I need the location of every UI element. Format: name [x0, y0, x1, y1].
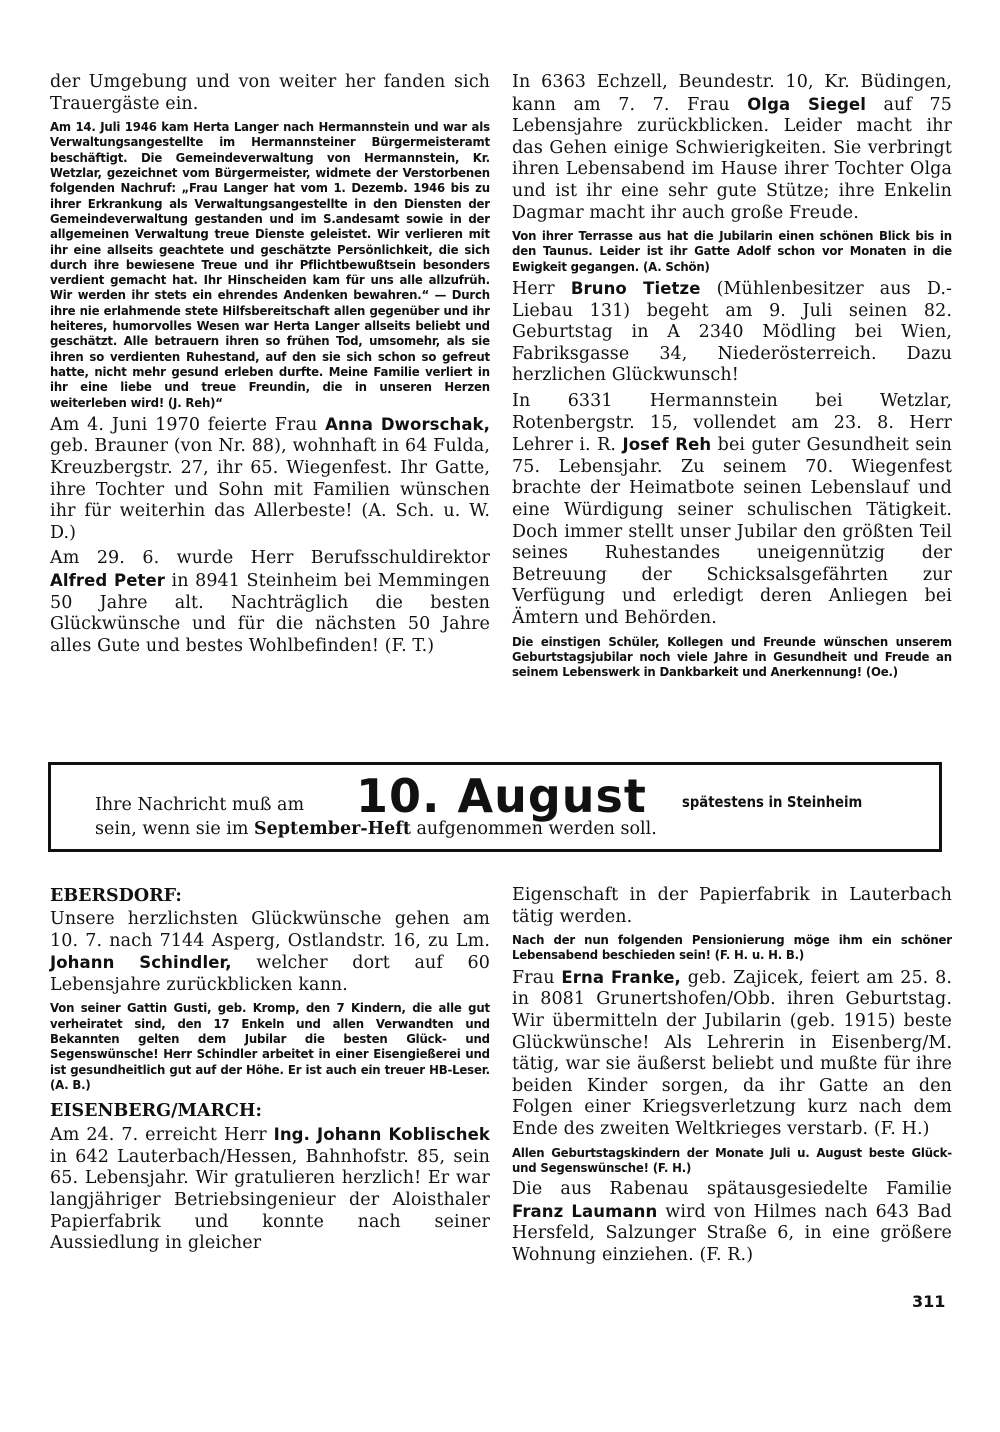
person-name: Anna Dworschak, — [325, 414, 490, 434]
notice-suffix: spätestens in Steinheim — [682, 793, 863, 811]
birthday-notice-peter: Am 29. 6. wurde Herr Berufsschuldirektor Alfred Peter in 8941 Steinheim bei Memmingen 50 Jahre alt. Nachträglich die besten Glückwünsche und für die nächsten 50 Jahre alles Gute und bestes Wohlbefinden! (F. T.) — [50, 548, 490, 656]
person-name: Franz Laumann — [512, 1201, 658, 1221]
bottom-left-column — [50, 885, 490, 1259]
issue-name: September-Heft — [254, 819, 411, 839]
notice-deadline-date: 10. August — [356, 769, 647, 823]
paragraph: Nach der nun folgenden Pensionierung möge ihm ein schöner Lebensabend beschieden sein! (F. H. u. H. B.) — [512, 932, 952, 963]
birthday-notice-siegel: In 6363 Echzell, Beundestr. 10, Kr. Büdingen, kann am 7. 7. Frau Olga Siegel auf 75 Lebensjahre zurückblicken. Leider macht ihr das Gehen einige Schwierigkeiten. Sie verbringt ihren Lebensabend im Hause ihrer Tochter Olga und ist ihr eine sehr gute Stütze; ihre Enkelin Dagmar macht ihr auch große Freude. — [512, 72, 952, 223]
person-name: Alfred Peter — [50, 570, 166, 590]
person-name: Erna Franke, — [561, 967, 681, 987]
person-name: Ing. Johann Koblischek — [273, 1125, 491, 1145]
paragraph: Von seiner Gattin Gusti, geb. Kromp, den 7 Kindern, die alle gut verheiratet sind, den 17 Enkeln und allen Verwandten und Bekannten gelten dem Jubilar die besten Glück- und Segenswünsche! Herr Schindler arbeitet in einer Eisengießerei und ist gesundheitlich gut auf der Höhe. Er ist auch ein treuer HB-Leser. (A. B.) — [50, 1000, 490, 1092]
notice-line-2: sein, wenn sie im September-Heft aufgenommen werden soll. — [95, 819, 657, 839]
page-number: 311 — [912, 1292, 946, 1311]
birthday-notice-dworschak: Am 4. Juni 1970 feierte Frau Anna Dworschak, geb. Brauner (von Nr. 88), wohnhaft in 64 Fulda, Kreuzbergstr. 27, ihr 65. Wiegenfest. Ihr Gatte, ihre Tochter und Sohn mit Familien wünschen ihr für weiterhin das Allerbeste! (A. Sch. u. W. D.) — [50, 414, 490, 543]
relocation-notice-laumann: Die aus Rabenau spätausgesiedelte Familie Franz Laumann wird von Hilmes nach 643 Bad Hersfeld, Salzunger Straße 6, in eine größere Wohnung einziehen. (F. R.) — [512, 1179, 952, 1265]
person-name: Johann Schindler, — [50, 953, 232, 973]
person-name: Josef Reh — [622, 435, 712, 455]
section-heading-ebersdorf: EBERSDORF: — [50, 886, 182, 906]
top-left-column — [50, 72, 490, 661]
obituary-paragraph: Am 14. Juli 1946 kam Herta Langer nach Hermannstein und war als Verwaltungsangestellte im Hermannsteiner Bürgermeisteramt beschäftigt. Die Gemeindeverwaltung von Hermannstein, Kr. Wetzlar, gezeichnet vom Bürgermeister, widmete der Verstorbenen folgenden Nachruf: „Frau Langer hat vom 1. Dezemb. 1946 bis zu ihrer Erkrankung als Verwaltungsangestellte in den Diensten der Gemeindeverwaltung gestanden und im S.andesamt sowie in der allgemeinen Verwaltung treue Dienste geleistet. Wir verlieren mit ihr eine allseits geachtete und geschätzte Persönlichkeit, die sich durch ihre bewiesene Treue und ihr Pflichtbewußtsein besonders verdient gemacht hat. Ihr Hinscheiden kam für uns alle allzufrüh. Wir werden ihr stets ein ehrendes Andenken bewahren.“ — Durch ihre nie erlahmende stete Hilfsbereitschaft allen gegenüber und ihr heiteres, humorvolles Wesen war Herta Langer allseits beliebt und geschätzt. Alle betrauern ihren so frühen Tod, umsomehr, als sie ihren so verdienten Ruhestand, auf den sie sich schon so gefreut hatte, nicht mehr gesund erleben durfte. Meine Familie verliert in ihr eine liebe und treue Freundin, die in unseren Herzen weiterleben wird! (J. Reh)“ — [50, 119, 490, 410]
birthday-notice-franke: Frau Erna Franke, geb. Zajicek, feiert am 25. 8. in 8081 Grunertshofen/Obb. ihren Geburtstag. Wir übermitteln der Jubilarin (geb. 1915) beste Glückwünsche! Als Lehrerin in Eisenberg/M. tätig, war sie äußerst beliebt und mußte für ihre beiden Kinder sorgen, da ihr Gatte an den Folgen einer Kriegsverletzung kurz nach dem Ende des zweiten Weltkrieges verstarb. (F. H.) — [512, 967, 952, 1139]
birthday-notice-koblischek: Am 24. 7. erreicht Herr Ing. Johann Koblischek in 642 Lauterbach/Hessen, Bahnhofstr. 85, sein 65. Lebensjahr. Wir gratulieren herzlich! Er war langjähriger Betriebsingenieur der Aloisthaler Papierfabrik und konnte nach seiner Aussiedlung in gleicher — [50, 1125, 491, 1254]
bottom-right-column — [512, 885, 952, 1271]
person-name: Bruno Tietze — [570, 279, 701, 299]
paragraph: Von ihrer Terrasse aus hat die Jubilarin einen schönen Blick bis in den Taunus. Leider ist ihr Gatte Adolf schon vor Monaten in die Ewigkeit gegangen. (A. Schön) — [512, 228, 952, 274]
birthday-notice-schindler: Unsere herzlichsten Glückwünsche gehen am 10. 7. nach 7144 Asperg, Ostlandstr. 16, zu Lm. Johann Schindler, welcher dort auf 60 Lebensjahre zurückblicken kann. — [50, 909, 490, 995]
deadline-notice-box — [48, 762, 942, 852]
paragraph: Die einstigen Schüler, Kollegen und Freunde wünschen unserem Geburtstagsjubilar noch viele Jahre in Gesundheit und Freude an seinem Lebenswerk in Dankbarkeit und Anerkennung! (Oe.) — [512, 633, 952, 680]
section-heading-eisenberg: EISENBERG/MARCH: — [50, 1101, 262, 1122]
top-right-column — [512, 72, 952, 683]
birthday-notice-reh: In 6331 Hermannstein bei Wetzlar, Rotenbergstr. 15, vollendet am 23. 8. Herr Lehrer i. R. Josef Reh bei guter Gesundheit sein 75. Lebensjahr. Zu seinem 70. Wiegenfest brachte der Heimatbote seinen Lebenslauf und eine Würdigung seiner schulischen Tätigkeit. Doch immer stellt unser Jubilar den größten Teil seines Ruhestandes uneigennützig der Betreuung der Schicksalsgefährten zur Verfügung und erledigt deren Anliegen bei Ämtern und Behörden. — [512, 391, 952, 628]
notice-prefix: Ihre Nachricht muß am — [95, 795, 305, 815]
person-name: Olga Siegel — [747, 94, 866, 114]
paragraph: der Umgebung und von weiter her fanden sich Trauergäste ein. — [50, 72, 490, 114]
birthday-notice-tietze: Herr Bruno Tietze (Mühlenbesitzer aus D.-Liebau 131) begeht am 9. Juli seinen 82. Geburtstag in A 2340 Mödling bei Wien, Fabriksgasse 34, Niederösterreich. Dazu herzlichen Glückwunsch! — [512, 279, 953, 386]
paragraph: Eigenschaft in der Papierfabrik in Lauterbach tätig werden. — [512, 885, 952, 927]
paragraph: Allen Geburtstagskindern der Monate Juli u. August beste Glück- und Segenswünsche! (F. H.) — [512, 1144, 952, 1175]
